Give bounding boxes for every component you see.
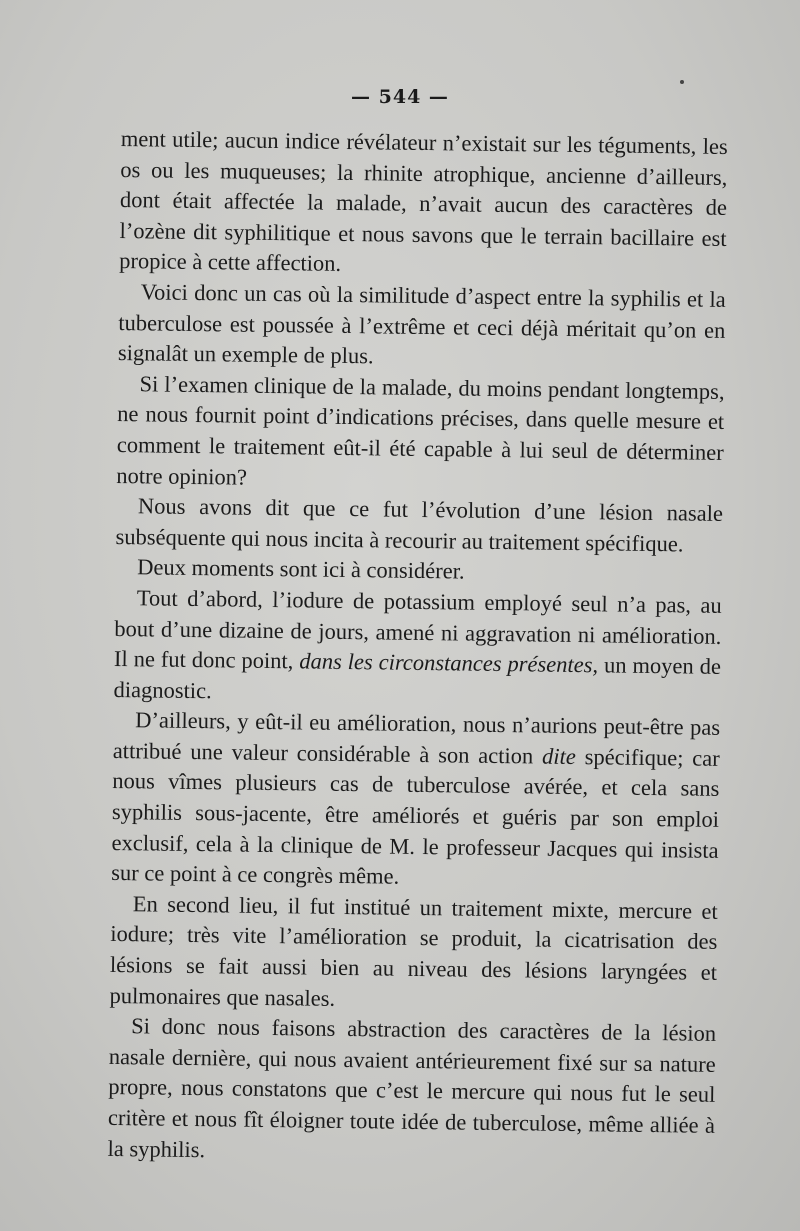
paragraph-6-text-before: Tout d’abord, l’iodure de potassium employé seul n’a pas, au bout d’une dizaine de jours, amené ni aggravation ni amélioration. Il ne fut donc point,	[113, 585, 722, 674]
paragraph-7-italic: dite	[541, 743, 577, 769]
body-text	[107, 124, 728, 1172]
paragraph-1: ment utile; aucun indice révélateur n’existait sur les téguments, les os ou les muqueuses; la rhinite atrophique, ancienne d’ailleurs, dont était affectée la malade, n’avait aucun des caractères de l’ozène dit syphilitique et nous savons que le terrain bacillaire est propice à cette affection.	[119, 125, 728, 277]
page-number: — 544 —	[351, 86, 449, 108]
paragraph-8: En second lieu, il fut institué un traitement mixte, mercure et iodure; très vite l’amélioration se produit, la cicatrisation des lésions se fait aussi bien au niveau des lésions laryngées et pulmonaires que nasales.	[109, 891, 718, 1011]
paragraph-6	[113, 583, 722, 713]
paragraph-7	[111, 705, 720, 896]
paragraph-7-text-after: spécifique; car nous vîmes plusieurs cas de tuberculose avérée, et cela sans syphilis sous-jacente, être améliorés et guéris par son emploi exclusif, cela à la clinique de M. le professeur Jacques qui insista sur ce point à ce congrès même.	[111, 743, 720, 889]
paragraph-5: Deux moments sont ici à considérer.	[137, 554, 465, 584]
paragraph-7-text-before: D’ailleurs, y eût-il eu amélioration, nous n’aurions peut-être pas attribué une valeur considérable à son action	[112, 707, 721, 769]
paragraph-6-italic: dans les circonstances présentes,	[299, 648, 599, 678]
paragraph-9: Si donc nous faisons abstraction des caractères de la lésion nasale dernière, qui nous avaient antérieurement fixé sur sa nature propre, nous constatons que c’est le mercure qui nous fut le seul critère et nous fît éloigner toute idée de tuberculose, même alliée à la syphilis.	[107, 1013, 717, 1162]
paragraph-3: Si l’examen clinique de la malade, du moins pendant longtemps, ne nous fournit point d’indications précises, dans quelle mesure et comment le traitement eût-il été capable à lui seul de déterminer notre opinion?	[116, 371, 725, 490]
paragraph-2: Voici donc un cas où la similitude d’aspect entre la syphilis et la tuberculose est poussée à l’extrême et ceci déjà méritait qu’on en signalât un exemple de plus.	[117, 279, 726, 369]
paragraph-6-text-after: un moyen de diagnostic.	[113, 652, 722, 703]
paragraph-4: Nous avons dit que ce fut l’évolution d’une lésion nasale subséquente qui nous incita à recourir au traitement spécifique.	[115, 493, 724, 557]
paper-speck	[680, 80, 684, 84]
